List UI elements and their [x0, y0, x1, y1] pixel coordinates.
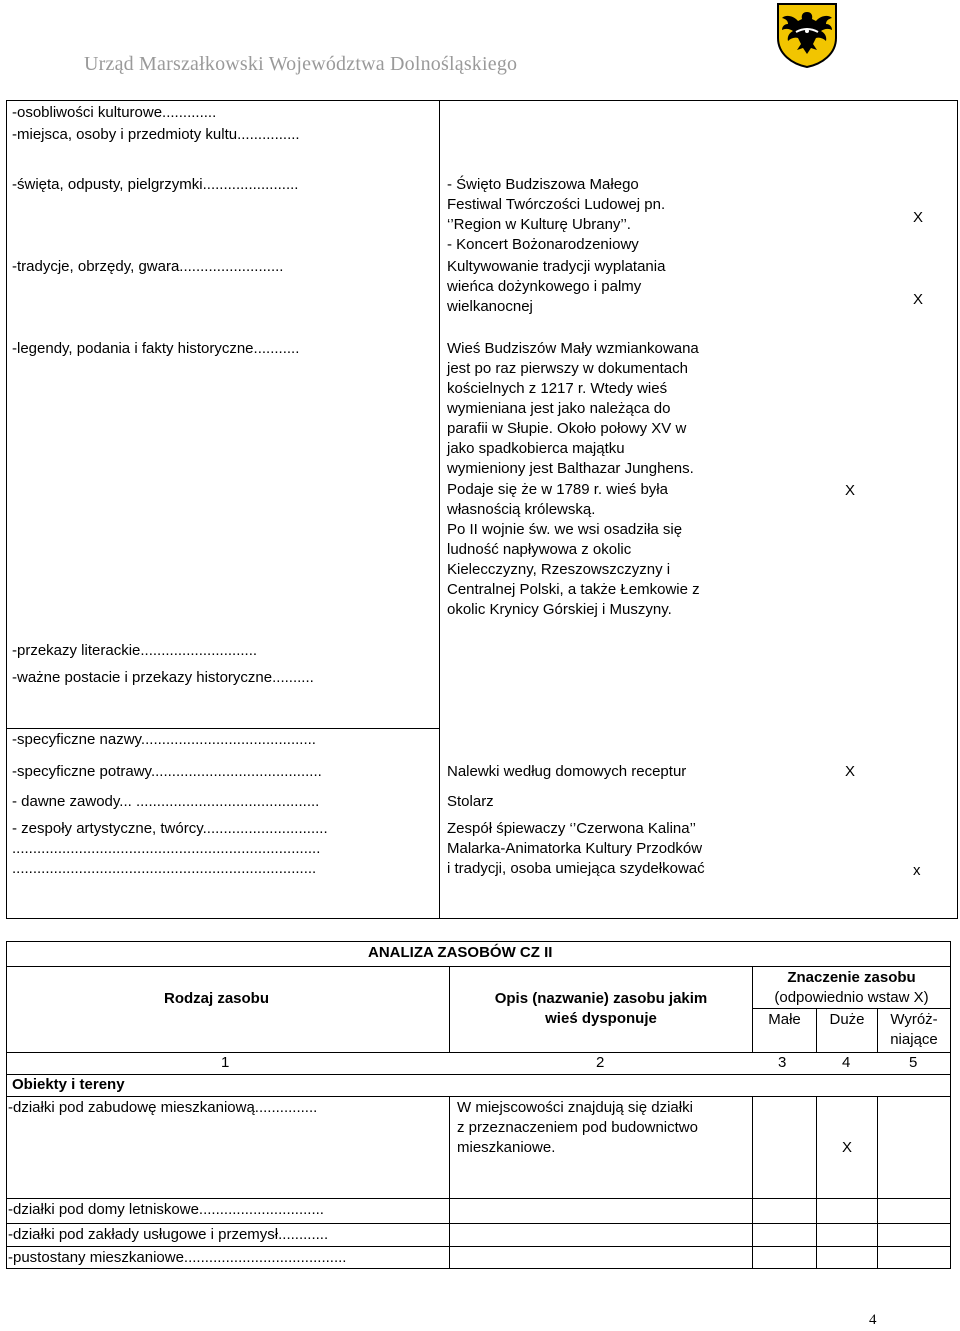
category-specyficzne-potrawy: -specyficzne potrawy......................................... — [12, 763, 322, 780]
legendy-desc-line: jako spadkobierca majątku — [447, 440, 625, 457]
header-rodzaj-zasobu: Rodzaj zasobu — [164, 990, 270, 1007]
legendy-desc-line: Wieś Budziszów Mały wzmiankowana — [447, 340, 699, 357]
office-title: Urząd Marszałkowski Województwa Dolnośląskiego — [84, 53, 518, 75]
zespoly-desc-line: Malarka-Animatorka Kultury Przodków — [447, 840, 703, 857]
row-dzialki-letniskowe: -działki pod domy letniskowe.............................. — [8, 1201, 324, 1218]
header-wyrozniajace: Wyróż- — [890, 1011, 938, 1028]
header-opis: wieś dysponuje — [545, 1010, 657, 1027]
legendy-desc-line: Kielecczyzny, Rzeszowszczyzny i — [447, 561, 671, 578]
mark-zabudowa: X — [842, 1139, 853, 1156]
mark-zespoly: x — [913, 862, 921, 879]
legendy-desc-line: wymieniana jest jako należąca do — [447, 400, 671, 417]
mark-tradycje: X — [913, 291, 924, 308]
header-male: Małe — [768, 1011, 801, 1028]
swieta-desc-line: - Koncert Bożonarodzeniowy — [447, 236, 639, 253]
lower-silesia-eagle-crest-icon — [776, 2, 838, 68]
legendy-desc-line: Podaje się że w 1789 r. wieś była — [447, 481, 668, 498]
swieta-desc-line: ‘’Region w Kulturę Ubrany’’. — [447, 216, 631, 233]
legendy-desc-line: parafii w Słupie. Około połowy XV w — [447, 420, 687, 437]
tradycje-desc-line: Kultywowanie tradycji wyplatania — [447, 258, 666, 275]
category-przekazy-literackie: -przekazy literackie............................ — [12, 642, 258, 659]
legendy-desc-line: ludność napływowa z okolic — [447, 541, 632, 558]
legendy-desc-line: okolic Krynicy Górskiej i Muszyny. — [447, 601, 672, 618]
row-pustostany: -pustostany mieszkaniowe....................................... — [8, 1249, 347, 1266]
header-duze: Duże — [829, 1011, 865, 1028]
column-number: 1 — [221, 1054, 230, 1071]
legendy-desc-line: kościelnych z 1217 r. Wtedy wieś — [447, 380, 668, 397]
analysis-title: ANALIZA ZASOBÓW CZ II — [368, 944, 553, 961]
column-number: 4 — [842, 1054, 851, 1071]
header-znaczenie: Znaczenie zasobu — [787, 969, 916, 986]
zespoly-desc-line: i tradycji, osoba umiejąca szydełkować — [447, 860, 705, 877]
legendy-desc-line: własnością królewską. — [447, 501, 596, 518]
page-number: 4 — [869, 1312, 877, 1328]
category-zespoly: - zespoły artystyczne, twórcy.............................. — [12, 820, 328, 837]
dotted-line: ......................................................................... — [12, 860, 317, 877]
header-znaczenie-note: (odpowiednio wstaw X) — [774, 989, 929, 1006]
category-dawne-zawody: - dawne zawody... ............................................ — [12, 793, 320, 810]
potrawy-desc: Nalewki według domowych receptur — [447, 763, 687, 780]
header-wyrozniajace: niające — [890, 1031, 938, 1048]
mark-potrawy: X — [845, 763, 856, 780]
header-opis: Opis (nazwanie) zasobu jakim — [494, 990, 708, 1007]
swieta-desc-line: - Święto Budziszowa Małego — [447, 176, 639, 193]
category-osobliwosci-kulturowe: -osobliwości kulturowe............. — [12, 104, 217, 121]
mark-legendy: X — [845, 482, 856, 499]
tradycje-desc-line: wielkanocnej — [447, 298, 533, 315]
zabudowa-desc-line: mieszkaniowe. — [457, 1139, 556, 1156]
legendy-desc-line: wymieniony jest Balthazar Junghens. — [447, 460, 694, 477]
zabudowa-desc-line: z przeznaczeniem pod budownictwo — [457, 1119, 698, 1136]
dotted-line: .......................................................................... — [12, 840, 321, 857]
category-legendy: -legendy, podania i fakty historyczne........... — [12, 340, 300, 357]
zawody-desc: Stolarz — [447, 793, 494, 810]
legendy-desc-line: jest po raz pierwszy w dokumentach — [447, 360, 688, 377]
section-obiekty-tereny: Obiekty i tereny — [12, 1076, 125, 1093]
zespoly-desc-line: Zespół śpiewaczy ‘’Czerwona Kalina’’ — [447, 820, 697, 837]
category-postacie-historyczne: -ważne postacie i przekazy historyczne.......... — [12, 669, 314, 686]
category-miejsca-osoby: -miejsca, osoby i przedmioty kultu............... — [12, 126, 300, 143]
category-tradycje: -tradycje, obrzędy, gwara......................... — [12, 258, 284, 275]
category-swieta: -święta, odpusty, pielgrzymki....................... — [12, 176, 299, 193]
column-number: 2 — [596, 1054, 605, 1071]
mark-swieta: X — [913, 209, 924, 226]
legendy-desc-line: Po II wojnie św. we wsi osadziła się — [447, 521, 683, 538]
swieta-desc-line: Festiwal Twórczości Ludowej pn. — [447, 196, 666, 213]
category-specyficzne-nazwy: -specyficzne nazwy.......................................... — [12, 731, 316, 748]
column-number: 3 — [778, 1054, 787, 1071]
zabudowa-desc-line: W miejscowości znajdują się działki — [457, 1099, 693, 1116]
row-dzialki-uslugowe: -działki pod zakłady usługowe i przemysł............ — [8, 1226, 329, 1243]
legendy-desc-line: Centralnej Polski, a także Łemkowie z — [447, 581, 700, 598]
column-number: 5 — [909, 1054, 918, 1071]
row-dzialki-zabudowa: -działki pod zabudowę mieszkaniową............... — [8, 1099, 318, 1116]
tradycje-desc-line: wieńca dożynkowego i palmy — [447, 278, 642, 295]
